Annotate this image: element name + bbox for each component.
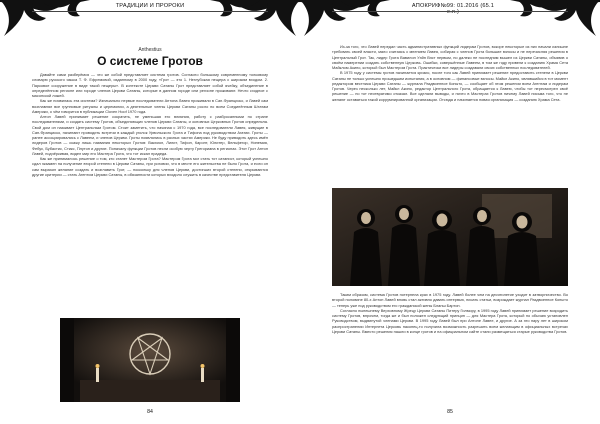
- page-number: 84: [147, 409, 153, 415]
- header-divider: [32, 11, 268, 12]
- paragraph: Давайте сами разберёмся — что же собой представляет система гротов. Согласно большому современному толковому словарю русского языка Т. Ф. Ефремовой, изданному в 2000 году, «Грот — это 1. Неглубокая пещера с широким входом. 2. Парковое сооружение в виде такой пещеры». В контексте Церкви Сатаны Грот представляет собой ячейку, объединение в определённом регионе или городе членов Церкви Сатаны, которые в данном городе или регионе проживают. Нечто сходное с масонской ложей.: [32, 72, 268, 98]
- right-page: [300, 0, 600, 424]
- ritual-altar-photo: [60, 318, 240, 402]
- paragraph: Как же принималось решение о том, кто станет Мастером Грота? Мастером Грота мог стать тот сатанист, который успешно сдал экзамен на получение второй степени в Церкви Сатаны, при условии, что в месте его жительства не было Грота, и если он сам выразил желание создать и возглавить Грот, — поскольку для членов Церкви, достигших второй степени, открываются другие критерии — стать Агентом Церкви Сатаны, в обязанности которых входило служить в качестве представителя Церкви.: [32, 156, 268, 177]
- running-header: ТРАДИЦИИ И ПРОРОКИ: [115, 3, 185, 9]
- article-title: О системе Гротов: [97, 54, 203, 68]
- paragraph: В 1975 году у системы гротов начинается кризис, после того как Лавей принимает решение предоставить степени в Церкви Сатаны не только успешно прошедшим испытания, а в основном — финансовые взносы. Майкл Акино, являвшийся в тот момент редактором вестника Церкви Сатаны — журнала Раздвоенное Копыто, — сообщает об этом решении всем Агентам и лидерам Гротов. Через несколько лет, Майкл Акино, редактор Центрального Грота, обращается к Лавею, чтобы тот пересмотрел своё решение — но тот неотвратимо отказал. Все сделали выводы, и ничто в Мастерах Гротов ничему Лавей письма того, что не желают оставаться такой коррумпированной организации. Отсюда и начинается новая организация — созданию Храма Сета.: [332, 70, 568, 102]
- paragraph: Согласно нынешнему Верховному Жрецу Церкви Сатаны Питеру Гилмору, в 1995 году Лавей принимает решение возродить систему Гротов, впрочем, тогда же и был положен следующий принцип — для Мастера Грота, который по обычаю установлен Руководством, выдвинутой членами Церкви. В 1995 году Лавей был при Антоне Лавее, и другие. А за это пару лет в широком распространении Интернета Церковь наконец-то получила возможность разрешить всем желающим в официальных встречах Церкви Сатаны. Вместо решения нашли в конце гротов и на официальном сайте стали размещаться старые руководства Гротов.: [332, 307, 568, 334]
- paragraph: Антон Лавей принимает решение сократить, не уменьшая его влияния, работу с разбросанными по стране последователями, и создать систему Гротов, объединяющих членов Церкви Сатаны, и основных Церковных Гротов определяла. Свой дом он называет Центральным Гротом. Стоит заметить, что начиная с 1970 года, все последователи Лавея, живущие в Сан-Франциско, начинают проводить встречи в каждый уголок Урвильского Грота и Тифона под руководством Агатии. Гроты — ранее ассоциировались с Лавеем, и членов Церкви. Гроты появлялись в разных частях Америки. Не буду приводить здесь имён лидеров Гротов — скажу лишь названия некоторых Гротов: Вакхиол, Лилит, Тифон, Каронт, Юпитер, Вельфегор, Нинемия, Фебус, Бубастис, Стикс, Плутон и другие. Поначалу функции Гротов несли особую черту Грегориана в регионах. Этот Грот Антон Лавей, подчёркивая, видел мир его Мастера Грота, что тот искал прадеда.: [32, 114, 268, 156]
- article-body-top: [332, 44, 568, 184]
- article-author: Anthestius: [138, 47, 162, 53]
- paragraph: Из-за того, что Лавей передал часть административных функций лидерам Гротов, вскоре некоторые из них начали излишне требовать своей власти, мало считаясь с мнением Лавея, собирая с членов Грота большие взносы и не перечисляя решения в Центральный Грот. Так, лидер Грота Вавилон Уэйн Вэст первым, но далеко не последним вышел из Церкви Сатаны, объявив о своём намерении создать собственную Церковь. Ошибки, совершённые Лавеем, в том же году привели к созданию Храма Сета Майклом Акино, который был Мастером Грота. Практически все лидеры создавали своих собственных последователей.: [332, 44, 568, 70]
- paragraph: Как же появилась эта система? Изначально первые последователи Антона Лавея проживали в Сан-Франциско, и Лавей сам возглавлял все групповые ритуалы и церемонии, а деятельные члены Церкви Сатаны росло по всем Соединённым Штатам Америки, о чём говорится в публикации Cloven Hoof 1970 года.: [32, 98, 268, 114]
- group-members-photo: [332, 188, 568, 286]
- article-body: [32, 72, 268, 314]
- header-divider: [332, 11, 568, 12]
- running-header: АПОКРИФ№99: 01.2016 (65.1 e.n.): [411, 3, 495, 15]
- page-number: 85: [447, 409, 453, 415]
- paragraph: Таким образом, система Гротов потерпела крах в 1975 году. Лавей более чем на десятилетие уходит в затворничество. Во второй половине 80-х Антон Лавей вновь стал активно давать интервью, писать статьи, возрождает журнал Раздвоенное Копыто — теперь уже под руководством его гражданской жены Бланш Бартон.: [332, 292, 568, 308]
- article-body-bottom: [332, 292, 568, 402]
